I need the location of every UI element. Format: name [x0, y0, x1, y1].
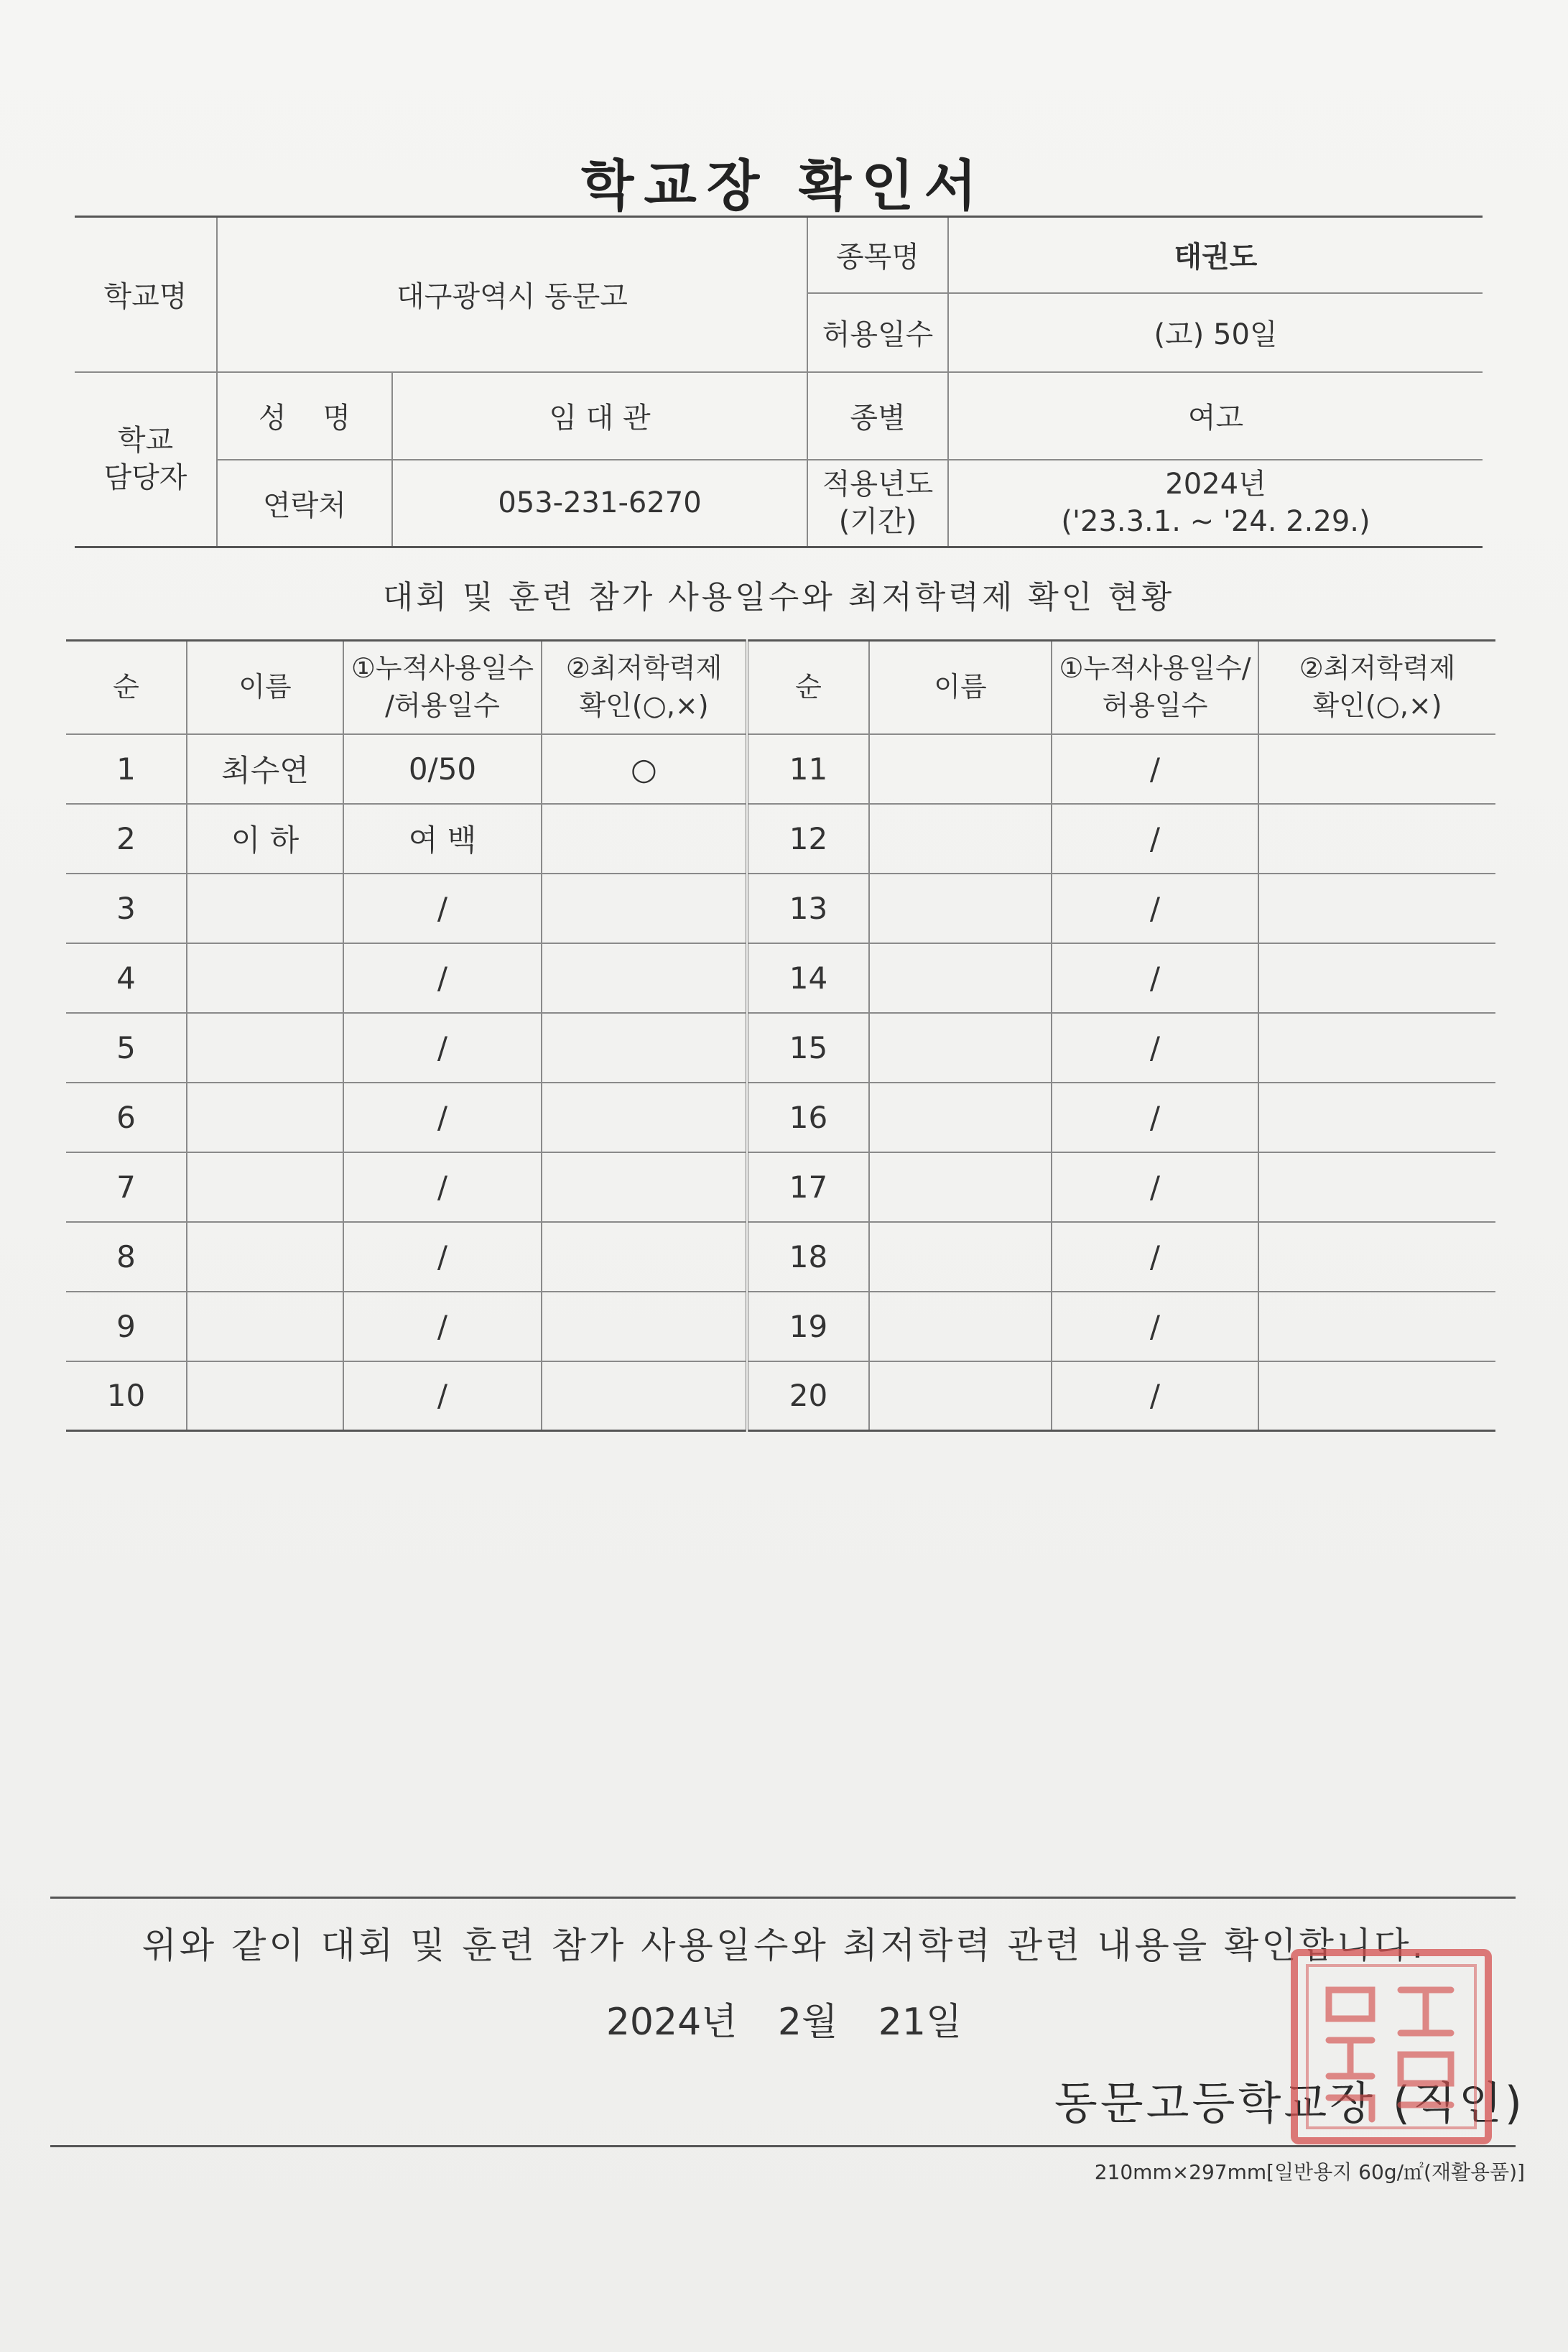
row-no-right: 18: [747, 1222, 869, 1292]
row-days: 여 백: [343, 804, 542, 874]
row-no-right: 14: [747, 943, 869, 1013]
info-table: [75, 216, 1483, 548]
row-no: 9: [66, 1292, 187, 1361]
table-row: [66, 1292, 1495, 1361]
row-name-right: [869, 1152, 1052, 1222]
table-row: [66, 734, 1495, 804]
row-days-right: /: [1052, 1292, 1258, 1361]
row-name-right: [869, 734, 1052, 804]
row-check-right: [1258, 1152, 1495, 1222]
year-cell: [948, 460, 1483, 547]
date-month: 2월: [777, 2001, 838, 2044]
row-check-right: [1258, 874, 1495, 943]
row-check-right: [1258, 1292, 1495, 1361]
row-no-right: 16: [747, 1083, 869, 1152]
year-value: 2024년: [1165, 468, 1266, 501]
row-name: [187, 943, 343, 1013]
row-days: /: [343, 1152, 542, 1222]
row-days-right: /: [1052, 1013, 1258, 1083]
official-seal-icon: [1279, 1940, 1501, 2148]
table-row: [66, 1222, 1495, 1292]
row-name: [187, 1292, 343, 1361]
row-check: [542, 1152, 747, 1222]
row-name: [187, 1222, 343, 1292]
paper-spec: 210mm×297mm[일반용지 60g/㎡(재활용품)]: [1094, 2160, 1525, 2184]
header-check: ②최저학력제 확인(○,×): [542, 641, 747, 734]
row-name-right: [869, 1013, 1052, 1083]
row-name-right: [869, 874, 1052, 943]
row-days: /: [343, 1222, 542, 1292]
name-value: 임 대 관: [392, 372, 807, 460]
manager-label: 학교 담당자: [75, 372, 217, 547]
divider-bottom: [50, 2145, 1516, 2147]
row-no-right: 20: [747, 1361, 869, 1431]
row-check: ○: [542, 734, 747, 804]
table-row: [66, 943, 1495, 1013]
header-no-right: 순: [747, 641, 869, 734]
header-days-right: ①누적사용일수/ 허용일수: [1052, 641, 1258, 734]
signer-name: 동문고등학교장 (직인): [1054, 2077, 1525, 2129]
row-check: [542, 943, 747, 1013]
row-no-right: 13: [747, 874, 869, 943]
row-days: /: [343, 1361, 542, 1431]
row-no-right: 17: [747, 1152, 869, 1222]
row-check: [542, 874, 747, 943]
contact-label: 연락처: [217, 460, 392, 547]
row-name: [187, 1013, 343, 1083]
confirmation-statement: 위와 같이 대회 및 훈련 참가 사용일수와 최저학력 관련 내용을 확인합니다.: [142, 1925, 1426, 1966]
row-no: 5: [66, 1013, 187, 1083]
table-row: [66, 1152, 1495, 1222]
row-days-right: /: [1052, 943, 1258, 1013]
row-name-right: [869, 804, 1052, 874]
event-label: 종목명: [807, 217, 948, 293]
row-check: [542, 1083, 747, 1152]
row-check: [542, 804, 747, 874]
row-no: 3: [66, 874, 187, 943]
row-name: [187, 874, 343, 943]
row-days: /: [343, 874, 542, 943]
row-name-right: [869, 1083, 1052, 1152]
row-days: 0/50: [343, 734, 542, 804]
row-days: /: [343, 1083, 542, 1152]
category-label: 종별: [807, 372, 948, 460]
row-days-right: /: [1052, 1222, 1258, 1292]
table-row: [66, 804, 1495, 874]
row-name-right: [869, 1292, 1052, 1361]
row-no-right: 15: [747, 1013, 869, 1083]
row-check-right: [1258, 734, 1495, 804]
allowed-days-label: 허용일수: [807, 293, 948, 372]
row-name: [187, 1083, 343, 1152]
row-check: [542, 1222, 747, 1292]
table-subtitle: 대회 및 훈련 참가 사용일수와 최저학력제 확인 현황: [382, 579, 1175, 616]
header-days: ①누적사용일수 /허용일수: [343, 641, 542, 734]
row-name-right: [869, 1361, 1052, 1431]
row-no: 2: [66, 804, 187, 874]
row-no-right: 12: [747, 804, 869, 874]
row-check-right: [1258, 1222, 1495, 1292]
year-period: ('23.3.1. ~ '24. 2.29.): [1061, 505, 1370, 539]
school-value: 대구광역시 동문고: [217, 217, 807, 372]
row-no-right: 19: [747, 1292, 869, 1361]
row-days-right: /: [1052, 804, 1258, 874]
year-label: 적용년도 (기간): [807, 460, 948, 547]
row-check: [542, 1292, 747, 1361]
row-no: 6: [66, 1083, 187, 1152]
table-row: [66, 1361, 1495, 1431]
allowed-days-value: (고) 50일: [948, 293, 1483, 372]
row-no: 7: [66, 1152, 187, 1222]
row-days: /: [343, 943, 542, 1013]
header-name-right: 이름: [869, 641, 1052, 734]
row-check-right: [1258, 804, 1495, 874]
row-no: 1: [66, 734, 187, 804]
header-check-right: ②최저학력제 확인(○,×): [1258, 641, 1495, 734]
row-check: [542, 1361, 747, 1431]
participation-table: [66, 639, 1495, 1432]
school-label: 학교명: [75, 217, 217, 372]
row-days-right: /: [1052, 1152, 1258, 1222]
row-check: [542, 1013, 747, 1083]
document-title: 학교장 확인서: [581, 154, 987, 218]
row-no-right: 11: [747, 734, 869, 804]
header-no: 순: [66, 641, 187, 734]
table-row: [66, 1013, 1495, 1083]
row-days-right: /: [1052, 1361, 1258, 1431]
category-value: 여고: [948, 372, 1483, 460]
row-name: 최수연: [187, 734, 343, 804]
row-check-right: [1258, 1083, 1495, 1152]
date-day: 21일: [878, 2001, 962, 2044]
row-days-right: /: [1052, 734, 1258, 804]
row-days-right: /: [1052, 874, 1258, 943]
row-name: [187, 1361, 343, 1431]
row-name-right: [869, 943, 1052, 1013]
row-name-right: [869, 1222, 1052, 1292]
row-days: /: [343, 1013, 542, 1083]
table-row: [66, 1083, 1495, 1152]
date-year: 2024년: [606, 2001, 738, 2044]
divider-top: [50, 1897, 1516, 1899]
row-check-right: [1258, 1013, 1495, 1083]
row-name: [187, 1152, 343, 1222]
row-no: 8: [66, 1222, 187, 1292]
table-row: [66, 874, 1495, 943]
contact-value: 053-231-6270: [392, 460, 807, 547]
row-check-right: [1258, 1361, 1495, 1431]
event-value: 태권도: [948, 217, 1483, 293]
row-no: 4: [66, 943, 187, 1013]
row-check-right: [1258, 943, 1495, 1013]
row-days-right: /: [1052, 1083, 1258, 1152]
name-label: 성 명: [217, 372, 392, 460]
row-name: 이 하: [187, 804, 343, 874]
row-days: /: [343, 1292, 542, 1361]
header-name: 이름: [187, 641, 343, 734]
row-no: 10: [66, 1361, 187, 1431]
